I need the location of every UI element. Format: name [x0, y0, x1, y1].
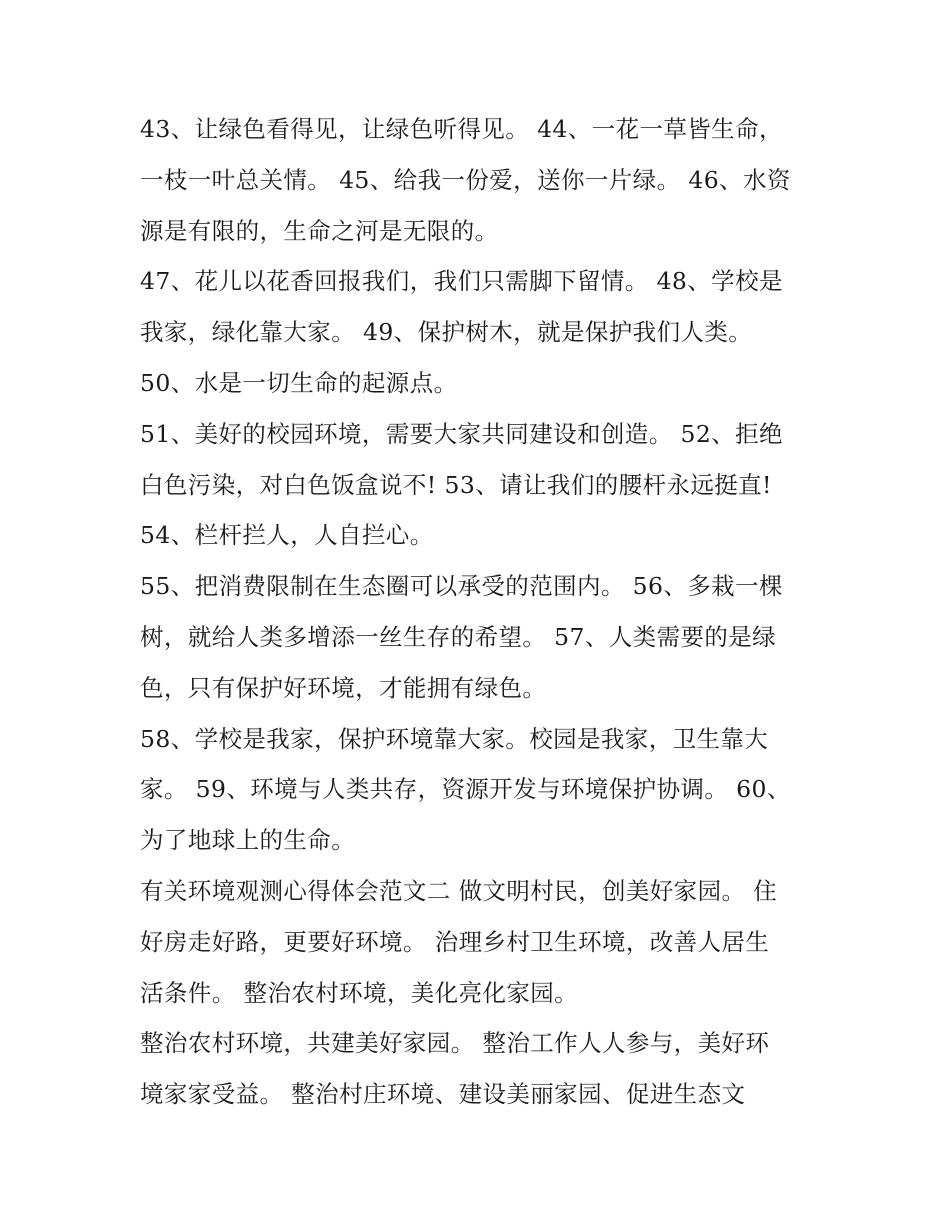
paragraph-essay-intro	[140, 866, 820, 1018]
text-line: 我家，绿化靠大家。 49、保护树木，就是保护我们人类。	[140, 318, 753, 347]
text-line: 活条件。 整治农村环境，美化亮化家园。	[140, 978, 579, 1007]
text-line: 树，就给人类多增添一丝生存的希望。 57、人类需要的是绿	[140, 622, 777, 651]
text-line: 50、水是一切生命的起源点。	[140, 368, 458, 397]
text-line: 51、美好的校园环境，需要大家共同建设和创造。 52、拒绝	[140, 419, 783, 448]
text-line: 54、栏杆拦人，人自拦心。	[140, 521, 434, 550]
paragraph-58-60	[140, 714, 820, 866]
document-body	[140, 104, 820, 1120]
paragraph-rural-environment	[140, 1018, 820, 1120]
text-line: 色，只有保护好环境，才能拥有绿色。	[140, 673, 547, 702]
text-line: 有关环境观测心得体会范文二 做文明村民，创美好家园。 住	[140, 876, 778, 905]
paragraph-51-53	[140, 409, 820, 511]
text-line: 为了地球上的生命。	[140, 826, 356, 855]
text-line: 整治农村环境，共建美好家园。 整治工作人人参与，美好环	[140, 1029, 770, 1058]
text-line: 境家家受益。 整治村庄环境、建设美丽家园、促进生态文	[140, 1080, 746, 1109]
text-line: 55、把消费限制在生态圈可以承受的范围内。 56、多栽一棵	[140, 572, 783, 601]
paragraph-54	[140, 510, 820, 561]
text-line: 白色污染，对白色饭盒说不! 53、请让我们的腰杆永远挺直!	[140, 470, 772, 499]
text-line: 58、学校是我家，保护环境靠大家。校园是我家，卫生靠大	[140, 724, 769, 753]
text-line: 一枝一叶总关情。 45、给我一份爱，送你一片绿。 46、水资	[140, 165, 791, 194]
text-line: 47、花儿以花香回报我们，我们只需脚下留情。 48、学校是	[140, 267, 783, 296]
paragraph-50	[140, 358, 820, 409]
paragraph-55-57	[140, 561, 820, 713]
text-line: 家。 59、环境与人类共存，资源开发与环境保护协调。 60、	[140, 775, 791, 804]
text-line: 43、让绿色看得见，让绿色听得见。 44、一花一草皆生命，	[140, 115, 783, 143]
text-line: 好房走好路，更要好环境。 治理乡村卫生环境，改善人居生	[140, 927, 770, 956]
paragraph-43-46	[140, 104, 820, 256]
paragraph-47-49	[140, 256, 820, 358]
text-line: 源是有限的，生命之河是无限的。	[140, 216, 499, 245]
